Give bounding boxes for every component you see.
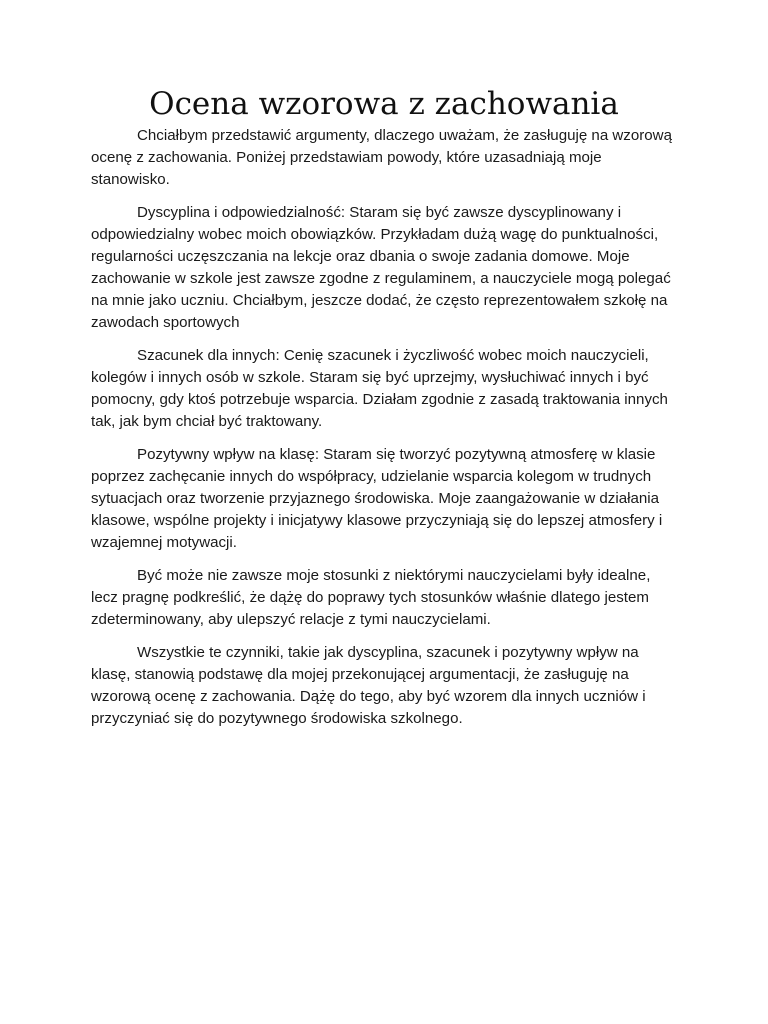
document-title: Ocena wzorowa z zachowania xyxy=(149,86,619,122)
paragraph-conclusion: Wszystkie te czynniki, takie jak dyscyplina, szacunek i pozytywny wpływ na klasę, stanowią podstawę dla mojej przekonującej argumentacji, że zasługuję na wzorową ocenę z zachowania. Dążę do tego, aby być wzorem dla innych uczniów i przyczyniać się do pozytywnego środowiska szkolnego. xyxy=(91,644,646,727)
paragraph-positive-influence: Pozytywny wpływ na klasę: Staram się tworzyć pozytywną atmosferę w klasie poprzez zachęcanie innych do współpracy, udzielanie wsparcia kolegom w trudnych sytuacjach oraz tworzenie przyjaznego środowiska. Moje zaangażowanie w działania klasowe, wspólne projekty i inicjatywy klasowe przyczyniają się do lepszej atmosfery i wzajemnej motywacji. xyxy=(91,446,663,551)
paragraph-respect: Szacunek dla innych: Cenię szacunek i życzliwość wobec moich nauczycieli, kolegów i innych osób w szkole. Staram się być uprzejmy, wysłuchiwać innych i być pomocny, gdy ktoś potrzebuje wsparcia. Działam zgodnie z zasadą traktowania innych tak, jak bym chciał być traktowany. xyxy=(91,347,668,430)
document-body xyxy=(91,125,679,741)
paragraph-teacher-relations: Być może nie zawsze moje stosunki z niektórymi nauczycielami były idealne, lecz pragnę podkreślić, że dążę do poprawy tych stosunków właśnie dlatego jestem zdeterminowany, aby ulepszyć relacje z tymi nauczycielami. xyxy=(91,567,651,628)
paragraph-intro: Chciałbym przedstawić argumenty, dlaczego uważam, że zasługuję na wzorową ocenę z zachowania. Poniżej przedstawiam powody, które uzasadniają moje stanowisko. xyxy=(91,127,672,188)
paragraph-discipline: Dyscyplina i odpowiedzialność: Staram się być zawsze dyscyplinowany i odpowiedzialny wobec moich obowiązków. Przykładam dużą wagę do punktualności, regularności uczęszczania na lekcje oraz dbania o swoje zadania domowe. Moje zachowanie w szkole jest zawsze zgodne z regulaminem, a nauczyciele mogą polegać na mnie jako uczniu. Chciałbym, jeszcze dodać, że często reprezentowałem szkołę na zawodach sportowych xyxy=(91,204,671,331)
